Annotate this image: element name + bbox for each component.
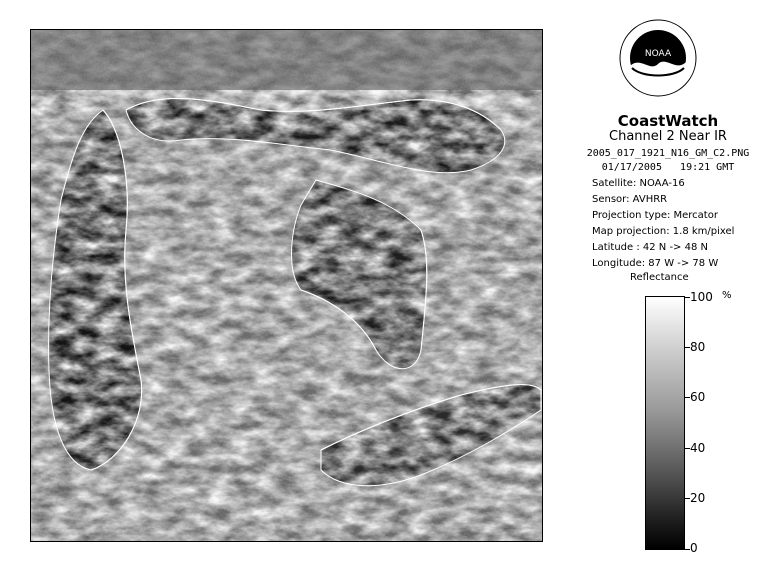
datetime-label xyxy=(560,162,776,173)
sensor-label: Sensor: AVHRR xyxy=(592,194,668,205)
logo-text: NOAA xyxy=(644,49,672,59)
legend-tick-label: 40 xyxy=(690,441,706,455)
legend-tick-label: 60 xyxy=(690,390,706,404)
legend-tick-label: 20 xyxy=(690,491,706,505)
legend-unit: % xyxy=(722,290,732,301)
channel-subtitle: Channel 2 Near IR xyxy=(609,129,727,144)
legend-tick-label: 100 xyxy=(690,290,713,304)
map-projection-label: Map projection: 1.8 km/pixel xyxy=(592,226,735,237)
noaa-logo xyxy=(618,18,698,98)
noaa-seal-icon xyxy=(618,18,698,98)
longitude-label: Longitude: 87 W -> 78 W xyxy=(592,258,719,269)
satellite-image xyxy=(30,29,543,542)
legend-tick-label: 80 xyxy=(690,340,706,354)
legend-title: Reflectance xyxy=(630,272,689,283)
satellite-label: Satellite: NOAA-16 xyxy=(592,178,685,189)
projection-label: Projection type: Mercator xyxy=(592,210,718,221)
app-title: CoastWatch xyxy=(617,112,719,130)
legend-tick-label: 0 xyxy=(690,541,698,555)
time-label: 19:21 GMT xyxy=(680,162,735,173)
latitude-label: Latitude : 42 N -> 48 N xyxy=(592,242,708,253)
cloud-cover xyxy=(31,90,543,542)
cloud-cover-north xyxy=(31,30,543,110)
date-label: 01/17/2005 xyxy=(601,162,662,173)
filename-label: 2005_017_1921_N16_GM_C2.PNG xyxy=(586,148,750,159)
great-lakes-map xyxy=(31,30,543,542)
reflectance-colorbar xyxy=(645,296,685,550)
